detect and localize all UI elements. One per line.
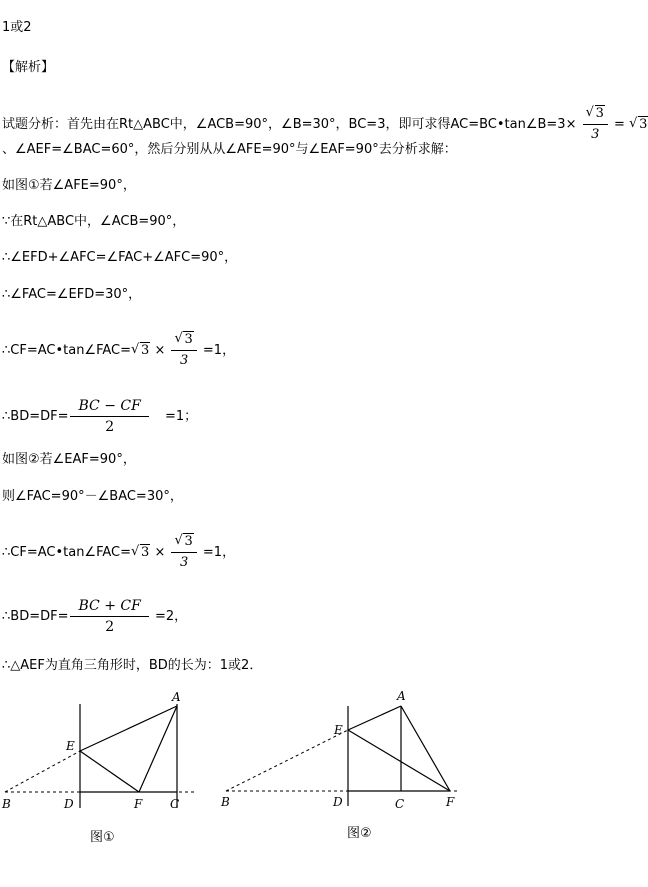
conclusion-text: ∴△AEF为直角三角形时，BD的长为：1或2． xyxy=(2,658,263,673)
bd-fraction: $\frac{BC - CF}{2}$ xyxy=(70,396,148,437)
case1-bd-equation xyxy=(2,396,197,437)
bd-fraction: $\frac{BC + CF}{2}$ xyxy=(70,596,148,637)
cf-result: =1， xyxy=(202,343,236,358)
sqrt3-over-3-fraction xyxy=(583,104,608,145)
sqrt3-over-3-fraction: √ $\frac{3}{3}$ xyxy=(171,532,196,573)
point-a-label: A xyxy=(397,689,406,703)
cf-label: ∴CF=AC•tan∠FAC= xyxy=(2,545,132,560)
cf-result: =1， xyxy=(202,545,236,560)
point-f-label: F xyxy=(446,795,455,809)
segment-fa xyxy=(139,706,177,792)
figure-2-diagram xyxy=(218,686,468,816)
answer-text: 1或2 xyxy=(2,20,32,35)
figure-1-caption: 图① xyxy=(90,830,115,845)
fraction-radicand: 3 xyxy=(595,106,604,121)
point-e-label: E xyxy=(334,723,343,737)
cf-label: ∴CF=AC•tan∠FAC= xyxy=(2,343,132,358)
analysis-heading: 【解析】 xyxy=(2,60,55,75)
times-sign: × xyxy=(154,343,166,358)
case1-heading: 如图①若∠AFE=90°， xyxy=(2,178,136,193)
analysis-intro-continued: 、∠AEF=∠BAC=60°，然后分别从从∠AFE=90°与∠EAF=90°去分析求解： xyxy=(2,142,457,157)
sqrt3-value: √ 3 xyxy=(131,545,150,561)
sqrt3-value: √ 3 xyxy=(131,343,150,359)
point-b-label: B xyxy=(2,797,11,811)
sqrt3-over-3-fraction: √ $\frac{3}{3}$ xyxy=(171,330,196,371)
segment-be-dashed xyxy=(226,730,348,791)
analysis-intro xyxy=(2,104,648,145)
point-d-label: D xyxy=(64,797,74,811)
case2-bd-equation xyxy=(2,596,187,637)
segment-ea xyxy=(80,706,177,751)
figure-2-caption: 图② xyxy=(347,826,372,841)
case1-cf-equation xyxy=(2,330,235,371)
point-b-label: B xyxy=(221,795,230,809)
sqrt3-value: √ 3 xyxy=(629,117,648,133)
segment-ea xyxy=(348,706,401,730)
case2-cf-equation xyxy=(2,532,235,573)
case1-step3: ∴∠FAC=∠EFD=30°， xyxy=(2,287,142,302)
segment-ef xyxy=(80,751,139,792)
bd-result: =2， xyxy=(154,609,188,624)
point-c-label: C xyxy=(395,797,405,811)
point-a-label: A xyxy=(172,690,181,704)
bd-label: ∴BD=DF= xyxy=(2,409,69,424)
point-d-label: D xyxy=(333,795,343,809)
figure-1-diagram xyxy=(0,690,215,815)
bd-result: =1； xyxy=(164,409,198,424)
times-sign: × xyxy=(154,545,166,560)
segment-af xyxy=(401,706,450,791)
point-c-label: C xyxy=(170,797,180,811)
intro-equals: = xyxy=(614,117,625,132)
segment-be-dashed xyxy=(5,751,80,792)
case1-step2: ∴∠EFD+∠AFC=∠FAC+∠AFC=90°， xyxy=(2,250,238,265)
segment-ef xyxy=(348,730,450,791)
case2-heading: 如图②若∠EAF=90°， xyxy=(2,452,136,467)
intro-text-a: 试题分析：首先由在Rt△ABC中，∠ACB=90°，∠B=30°，BC=3，即可求得AC=BC•tan∠B=3× xyxy=(2,117,577,132)
point-e-label: E xyxy=(66,739,75,753)
case1-step1: ∵在Rt△ABC中，∠ACB=90°， xyxy=(2,214,186,229)
fraction-denominator: 3 xyxy=(591,127,600,142)
point-f-label: F xyxy=(134,797,143,811)
case2-step1: 则∠FAC=90°－∠BAC=30°， xyxy=(2,489,183,504)
bd-label: ∴BD=DF= xyxy=(2,609,69,624)
